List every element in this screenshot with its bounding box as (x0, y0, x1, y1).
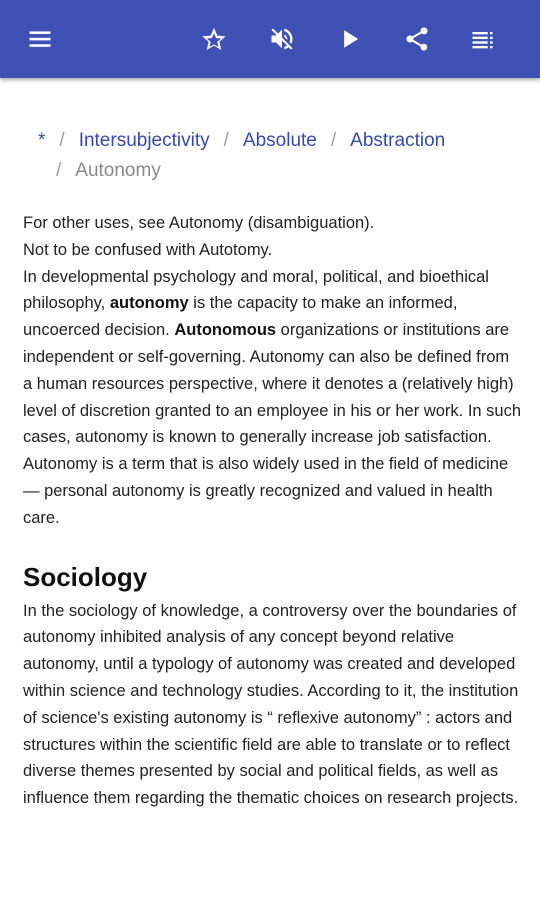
breadcrumb-separator: / (223, 130, 229, 151)
menu-icon[interactable] (20, 19, 60, 59)
toc-icon[interactable] (463, 19, 503, 59)
breadcrumb-link-abstraction[interactable]: Abstraction (350, 130, 446, 151)
breadcrumb-link-absolute[interactable]: Absolute (242, 130, 317, 151)
section-heading-sociology: Sociology (23, 561, 148, 592)
article-body (23, 210, 521, 812)
breadcrumb-link-intersubjectivity[interactable]: Intersubjectivity (78, 130, 210, 151)
intro-text: organizations or institutions are independent or self-governing. Autonomy can also be defined from a human resources perspective, where it denotes a (relatively high) level of discretion granted to an employee in his or her work. In such cases, autonomy is known to generally increase job satisfaction. Autonomy is a term that is also widely used in the field of medicine — personal autonomy is greatly recognized and valued in health care. (23, 321, 522, 527)
breadcrumb-separator: / (330, 130, 337, 151)
bold-term-autonomy: autonomy (109, 294, 189, 313)
breadcrumb-home-link[interactable]: * (38, 130, 46, 151)
hatnote-not-confused[interactable]: Not to be confused with Autotomy. (23, 240, 273, 259)
breadcrumb-separator: / (56, 160, 62, 181)
intro-text: In developmental psychology and moral, political, and bioethical philosophy, (23, 267, 489, 313)
breadcrumb-separator: / (59, 130, 65, 151)
sociology-paragraph: In the sociology of knowledge, a controversy over the boundaries of autonomy inhibited analysis of any concept beyond relative autonomy, until a typology of autonomy was created and developed within science and technology studies. According to it, the institution of science's existing autonomy is “ reflexive autonomy” : actors and structures within the scientific field are able to translate or to reflect diverse themes presented by social and political fields, as well as influence them regarding the thematic choices on research projects. (23, 601, 519, 808)
star-icon[interactable] (194, 19, 234, 59)
breadcrumb (24, 126, 524, 186)
app-bar (0, 0, 540, 78)
share-icon[interactable] (397, 19, 437, 59)
play-icon[interactable] (330, 19, 370, 59)
breadcrumb-current: Autonomy (75, 160, 161, 181)
volume-off-icon[interactable] (262, 19, 302, 59)
hatnote-disambiguation[interactable]: For other uses, see Autonomy (disambiguation). (23, 214, 375, 232)
intro-paragraph (23, 264, 521, 532)
intro-text: is the capacity to make an informed, uncoerced decision. (23, 294, 458, 340)
bold-term-autonomous: Autonomous (174, 321, 277, 340)
